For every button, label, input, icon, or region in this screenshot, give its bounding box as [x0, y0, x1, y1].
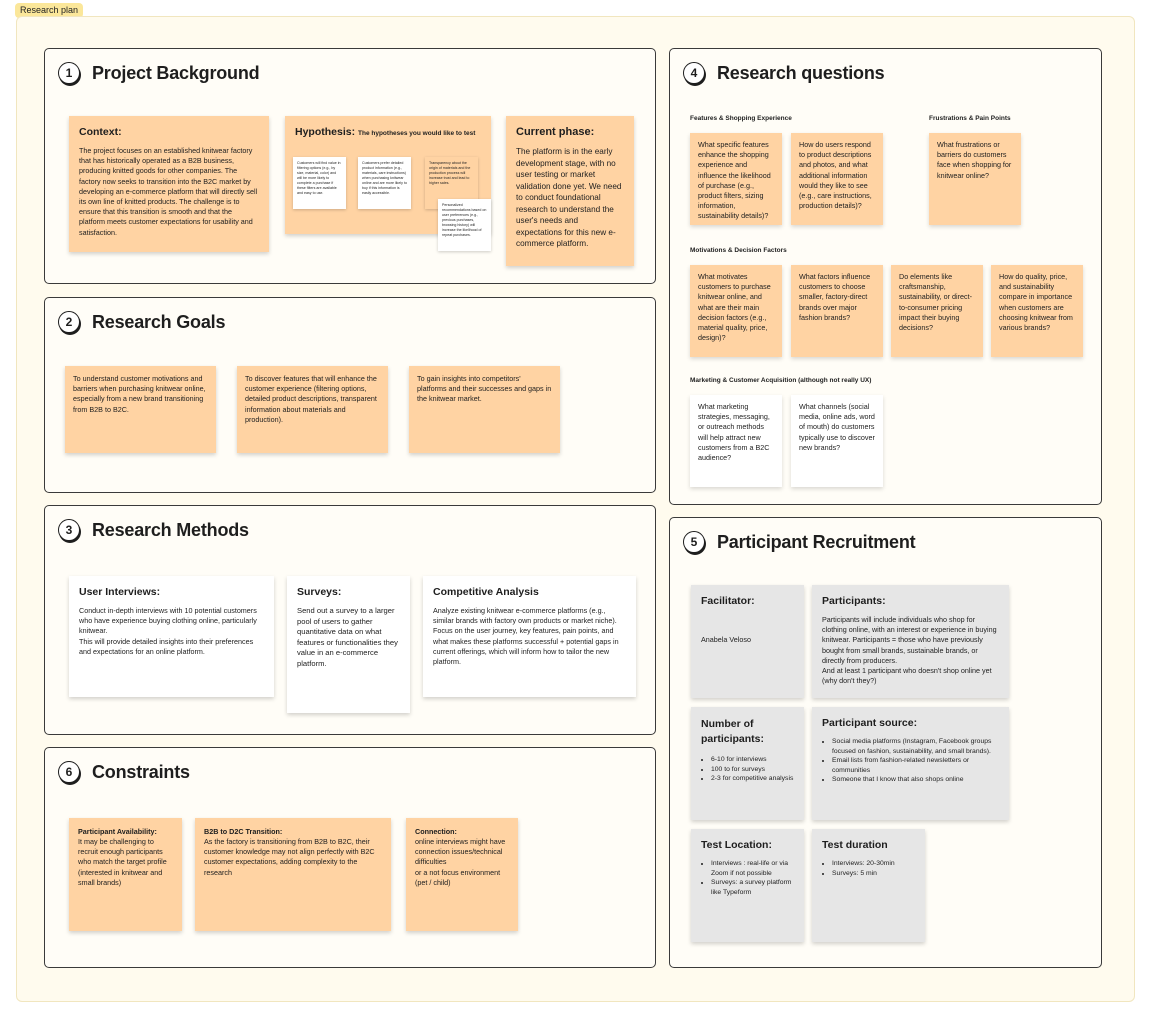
question-note[interactable]: How do users respond to product descriptions and photos, and what additional information would they like to see (e.g., care instructions, production details)? — [791, 133, 883, 225]
note-text: Send out a survey to a larger pool of users to gather quantitative data on what features or functionalities they value in an e-commerce platform. — [297, 606, 398, 668]
constraint-note[interactable] — [195, 818, 391, 931]
subsection-label: Marketing & Customer Acquisition (although not really UX) — [690, 377, 872, 384]
section-number: 1 — [58, 62, 80, 84]
section-number: 2 — [58, 311, 80, 333]
bullet-list — [822, 737, 999, 785]
bullet-list — [701, 859, 794, 897]
question-note[interactable]: How do quality, price, and sustainability compare in importance when customers are choosing knitwear from various brands? — [991, 265, 1083, 357]
question-note[interactable]: What motivates customers to purchase knitwear online, and what are their main decision factors (e.g., material quality, price, design)? — [690, 265, 782, 357]
note-text: To gain insights into competitors' platforms and their successes and gaps in the knitwear market. — [417, 374, 552, 404]
section-participant-recruitment — [669, 517, 1102, 968]
note-text: The platform is in the early development stage, with no user testing or market validation done yet. We need to conduct foundational research to understand the user's needs and expectations for this new e-commerce platform. — [516, 147, 622, 248]
bullet-list — [822, 859, 915, 878]
method-note[interactable] — [287, 576, 410, 713]
facilitator-note[interactable] — [691, 585, 804, 698]
research-plan-board — [16, 16, 1135, 1002]
hypothesis-card[interactable]: Customers prefer detailed product information (e.g., materials, care instructions) when purchasing knitwear online and are more likely to buy if this information is easily accessible. — [358, 157, 411, 209]
note-heading: Facilitator: — [701, 595, 755, 607]
section-title: Constraints — [92, 761, 190, 782]
hypothesis-card[interactable]: Customers will find value in filtering options (e.g., by size, material, color) and will be more likely to complete a purchase if these filters are available and easy to use. — [293, 157, 346, 209]
list-item: • Email lists from fashion-related newsletters or communities — [832, 756, 999, 775]
list-item: • 100 to for surveys — [711, 765, 794, 775]
note-heading — [295, 126, 481, 138]
participants-note[interactable] — [812, 585, 1009, 698]
goal-note[interactable] — [237, 366, 388, 453]
section-title: Research Methods — [92, 519, 249, 540]
section-project-background — [44, 48, 656, 284]
section-number: 5 — [683, 531, 705, 553]
section-number: 4 — [683, 62, 705, 84]
hypothesis-card[interactable]: Transparency about the origin of materials and the production process will increase trust and lead to higher sales. — [425, 157, 478, 209]
note-text: Analyze existing knitwear e-commerce platforms (e.g., similar brands with factory own products or market niche). Focus on the user journey, key features, pain points, and what makes these platforms successful + potential gaps in current offerings, which will inform how to tailor the new platform. — [433, 606, 619, 667]
bullet-list — [701, 755, 794, 784]
goal-note[interactable] — [409, 366, 560, 453]
section-header — [58, 311, 225, 333]
section-title: Research questions — [717, 62, 885, 83]
section-header — [683, 62, 884, 84]
hypothesis-card[interactable]: Personalized recommendations based on user preferences (e.g., previous purchases, browsing history) will increase the likelihood of repeat purchases. — [438, 199, 491, 251]
note-heading: Participant Availability: — [78, 827, 157, 836]
note-heading: Context: — [79, 126, 122, 138]
question-note[interactable]: What specific features enhance the shopping experience and influence the likelihood of purchase (e.g., product filters, sizing information, sustainability details)? — [690, 133, 782, 225]
note-heading: Participant source: — [822, 717, 918, 729]
number-of-participants-note[interactable] — [691, 707, 804, 820]
section-number: 3 — [58, 519, 80, 541]
question-note[interactable]: What marketing strategies, messaging, or outreach methods will help attract new customers from a B2C audience? — [690, 395, 782, 487]
note-text: The project focuses on an established knitwear factory that has historically operated as a B2B business, producing knitted goods for other companies. The factory now seeks to transition into the B2C market by developing an e-commerce platform that will directly sell its own line of knitted products. The challenge is to ensure that this transition is smooth and that the platform meets customer expectations for usability and satisfaction. — [79, 146, 258, 237]
test-location-note[interactable] — [691, 829, 804, 942]
subsection-label: Features & Shopping Experience — [690, 115, 792, 122]
subsection-label: Frustrations & Pain Points — [929, 115, 1011, 122]
note-heading: Participants: — [822, 595, 886, 607]
test-duration-note[interactable] — [812, 829, 925, 942]
goal-note[interactable] — [65, 366, 216, 453]
section-research-goals — [44, 297, 656, 493]
section-research-questions — [669, 48, 1102, 505]
current-phase-note[interactable] — [506, 116, 634, 266]
constraint-note[interactable] — [406, 818, 518, 931]
note-text: As the factory is transitioning from B2B to B2C, their customer knowledge may not align perfectly with B2C customer expectations, adding complexity to the research — [204, 837, 375, 877]
note-heading: Competitive Analysis — [433, 586, 539, 598]
section-header — [683, 531, 915, 553]
participant-source-note[interactable] — [812, 707, 1009, 820]
list-item: • 2-3 for competitive analysis — [711, 774, 794, 784]
section-number: 6 — [58, 761, 80, 783]
section-research-methods — [44, 505, 656, 735]
note-heading: Test Location: — [701, 839, 772, 851]
list-item: • Someone that I know that also shops online — [832, 775, 999, 785]
note-text: To discover features that will enhance the customer experience (filtering options, detailed product descriptions, transparent information about materials and production). — [245, 374, 377, 424]
list-item: • Interviews: 20-30min — [832, 859, 915, 869]
question-note[interactable]: What channels (social media, online ads, word of mouth) do customers typically use to discover new brands? — [791, 395, 883, 487]
constraint-note[interactable] — [69, 818, 182, 931]
note-text: online interviews might have connection issues/technical difficulties or a not focus environment (pet / child) — [415, 837, 506, 887]
method-note[interactable] — [69, 576, 274, 697]
question-note[interactable]: What frustrations or barriers do customers face when shopping for knitwear online? — [929, 133, 1021, 225]
board-tag[interactable]: Research plan — [15, 3, 83, 18]
section-header — [58, 62, 259, 84]
section-constraints — [44, 747, 656, 968]
note-text: Anabela Veloso — [701, 635, 751, 644]
hypothesis-subheading: The hypotheses you would like to test — [358, 130, 476, 137]
note-heading: Current phase: — [516, 126, 595, 138]
list-item: • Social media platforms (Instagram, Facebook groups focused on fashion, sustainability, and small brands). — [832, 737, 999, 756]
section-title: Project Background — [92, 62, 260, 83]
section-title: Participant Recruitment — [717, 531, 916, 552]
note-heading: Surveys: — [297, 586, 342, 598]
question-note[interactable]: Do elements like craftsmanship, sustainability, or direct-to-consumer pricing impact their buying decisions? — [891, 265, 983, 357]
context-note[interactable] — [69, 116, 269, 252]
hypothesis-heading: Hypothesis: — [295, 126, 356, 138]
section-title: Research Goals — [92, 311, 226, 332]
note-heading: Connection: — [415, 827, 457, 836]
list-item: • 6-10 for interviews — [711, 755, 794, 765]
list-item: • Surveys: 5 min — [832, 869, 915, 879]
note-heading: B2B to D2C Transition: — [204, 827, 283, 836]
list-item: • Interviews : real-life or via Zoom if not possible — [711, 859, 794, 878]
note-text: It may be challenging to recruit enough participants who match the target profile (interested in knitwear and small brands) — [78, 837, 167, 887]
method-note[interactable] — [423, 576, 636, 697]
note-text: To understand customer motivations and barriers when purchasing knitwear online, especially from a new brand transitioning from B2B to B2C. — [73, 374, 206, 414]
section-header — [58, 761, 190, 783]
question-note[interactable]: What factors influence customers to choose smaller, factory-direct brands over major fashion brands? — [791, 265, 883, 357]
list-item: • Surveys: a survey platform like Typeform — [711, 878, 794, 897]
note-heading: Test duration — [822, 839, 888, 851]
note-text: Conduct in-depth interviews with 10 potential customers who have experience buying clothing online, particularly knitwear. This will provide detailed insights into their preferences and expectations for an online platform. — [79, 606, 257, 656]
note-text: Participants will include individuals who shop for clothing online, with an interest or experience in buying knitwear. Participants = those who have previously bought from small brands, sustainable brands, or directly from producers. And at least 1 participant who doesn't shop online yet (why don't they?) — [822, 615, 997, 686]
note-heading: User Interviews: — [79, 586, 161, 598]
section-header — [58, 519, 249, 541]
note-heading: Number of participants: — [701, 718, 765, 745]
subsection-label: Motivations & Decision Factors — [690, 247, 787, 254]
